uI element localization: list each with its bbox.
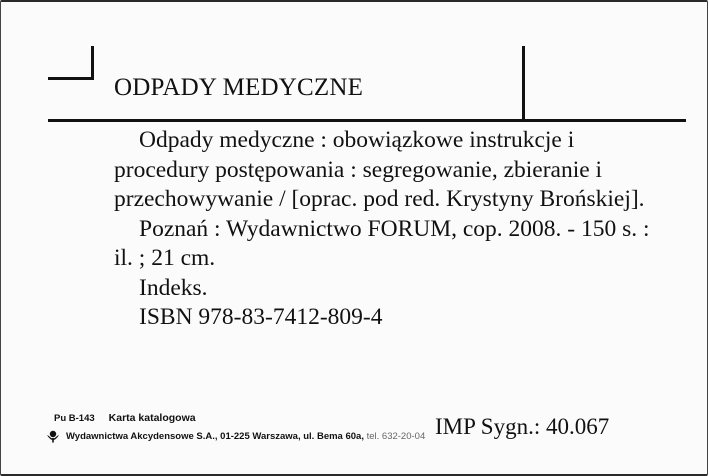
shelf-signature: IMP Sygn.: 40.067	[435, 414, 610, 439]
title-paragraph: Odpady medyczne : obowiązkowe instrukcje i procedury postępowania : segregowanie, zbieranie i przechowywanie / [oprac. pod red. Krystyny Brońskiej].	[114, 127, 645, 212]
publisher-line	[46, 429, 425, 443]
bibliographic-description	[114, 126, 654, 333]
subject-heading: ODPADY MEDYCZNE	[114, 74, 364, 101]
isbn: ISBN 978-83-7412-809-4	[139, 304, 383, 330]
form-code: Pu B-143	[54, 413, 95, 424]
index-note: Indeks.	[139, 274, 208, 301]
form-label	[46, 412, 425, 424]
publisher-phone: tel. 632-20-04	[366, 430, 426, 442]
corner-bracket-horizontal	[48, 77, 94, 80]
heading-rule	[48, 119, 686, 122]
heading-divider-vertical	[522, 46, 525, 120]
publisher-address: Wydawnictwa Akcydensowe S.A., 01-225 Warszawa, ul. Bema 60a,	[66, 430, 364, 442]
publication-paragraph: Poznań : Wydawnictwo FORUM, cop. 2008. - 150 s. : il. ; 21 cm.	[114, 215, 650, 271]
publisher-logo-icon	[46, 429, 60, 443]
corner-bracket-vertical	[91, 46, 94, 79]
form-name: Karta katalogowa	[108, 412, 196, 424]
card-imprint	[46, 412, 425, 443]
